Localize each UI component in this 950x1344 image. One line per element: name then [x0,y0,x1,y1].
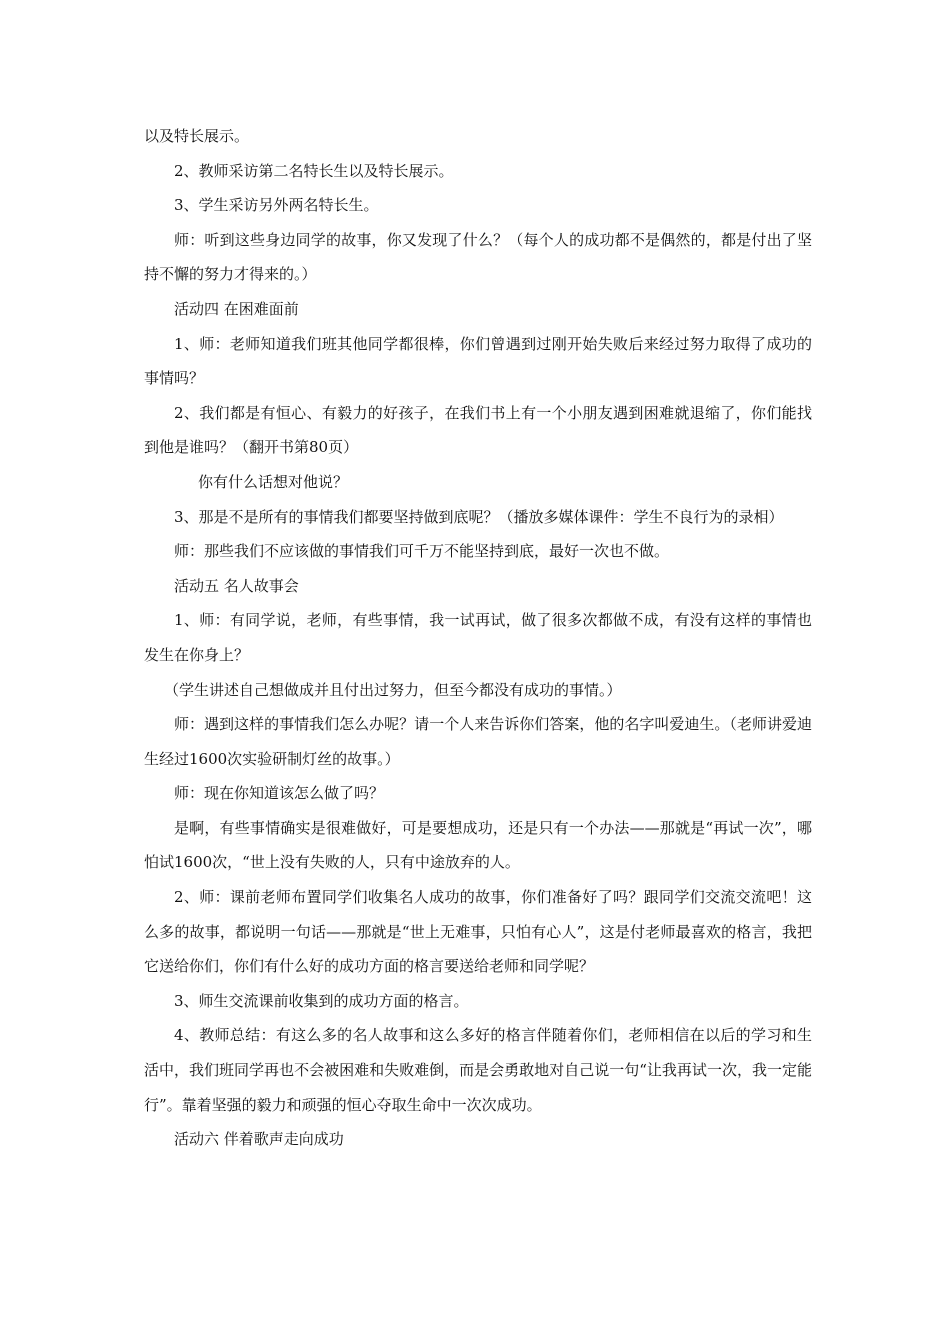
paragraph-activity-5-step-4: 4、教师总结：有这么多的名人故事和这么多好的格言伴随着你们，老师相信在以后的学习和生活中，我们班同学再也不会被困难和失败难倒，而是会勇敢地对自己说一句“让我再试一次，我一定能行”。靠着坚强的毅力和顽强的恒心夺取生命中一次次成功。 [144,1026,812,1114]
paragraph-continuation: 以及特长展示。 [144,127,250,145]
paragraph-student-story: （学生讲述自己想做成并且付出过努力，但至今都没有成功的事情。） [164,680,622,699]
document-body [144,119,812,1157]
activity-4-heading: 活动四 在困难面前 [174,299,299,318]
paragraph-step-2: 2、教师采访第二名特长生以及特长展示。 [174,161,454,180]
paragraph-step-3: 3、学生采访另外两名特长生。 [174,196,379,215]
paragraph-edison: 师：遇到这样的事情我们怎么办呢？请一个人来告诉你们答案，他的名字叫爱迪生。（老师讲爱迪生经过1600次实验研制灯丝的故事。） [144,715,812,768]
activity-5-heading: 活动五 名人故事会 [174,576,299,595]
paragraph-activity-4-step-1: 1、师：老师知道我们班其他同学都很棒，你们曾遇到过刚开始失败后来经过努力取得了成功的事情吗？ [144,334,812,388]
paragraph-teacher-conclusion: 师：那些我们不应该做的事情我们可千万不能坚持到底，最好一次也不做。 [174,542,670,561]
paragraph-what-to-say: 你有什么话想对他说？ [198,472,349,491]
paragraph-activity-5-step-2: 2、师：课前老师布置同学们收集名人成功的故事，你们准备好了吗？跟同学们交流交流吧！这么多的故事，都说明一句话——那就是“世上无难事，只怕有心人”，这是付老师最喜欢的格言，我把它送给你们，你们有什么好的成功方面的格言要送给老师和同学呢？ [144,888,812,976]
paragraph-activity-4-step-3: 3、那是不是所有的事情我们都要坚持做到底呢？（播放多媒体课件：学生不良行为的录相） [174,507,784,526]
paragraph-teacher-question: 师：听到这些身边同学的故事，你又发现了什么？（每个人的成功都不是偶然的，都是付出了坚持不懈的努力才得来的。） [144,230,812,284]
paragraph-try-again: 是啊，有些事情确实是很难做好，可是要想成功，还是只有一个办法——那就是“再试一次”，哪怕试1600次，“世上没有失败的人，只有中途放弃的人。 [144,818,812,872]
paragraph-activity-4-step-2: 2、我们都是有恒心、有毅力的好孩子，在我们书上有一个小朋友遇到困难就退缩了，你们能找到他是谁吗？（翻开书第80页） [144,403,812,457]
activity-6-heading: 活动六 伴着歌声走向成功 [174,1130,344,1149]
paragraph-activity-5-step-3: 3、师生交流课前收集到的成功方面的格言。 [174,991,469,1010]
paragraph-teacher-now: 师：现在你知道该怎么做了吗？ [174,784,385,803]
paragraph-activity-5-step-1: 1、师：有同学说，老师，有些事情，我一试再试，做了很多次都做不成，有没有这样的事情也发生在你身上？ [144,611,812,664]
